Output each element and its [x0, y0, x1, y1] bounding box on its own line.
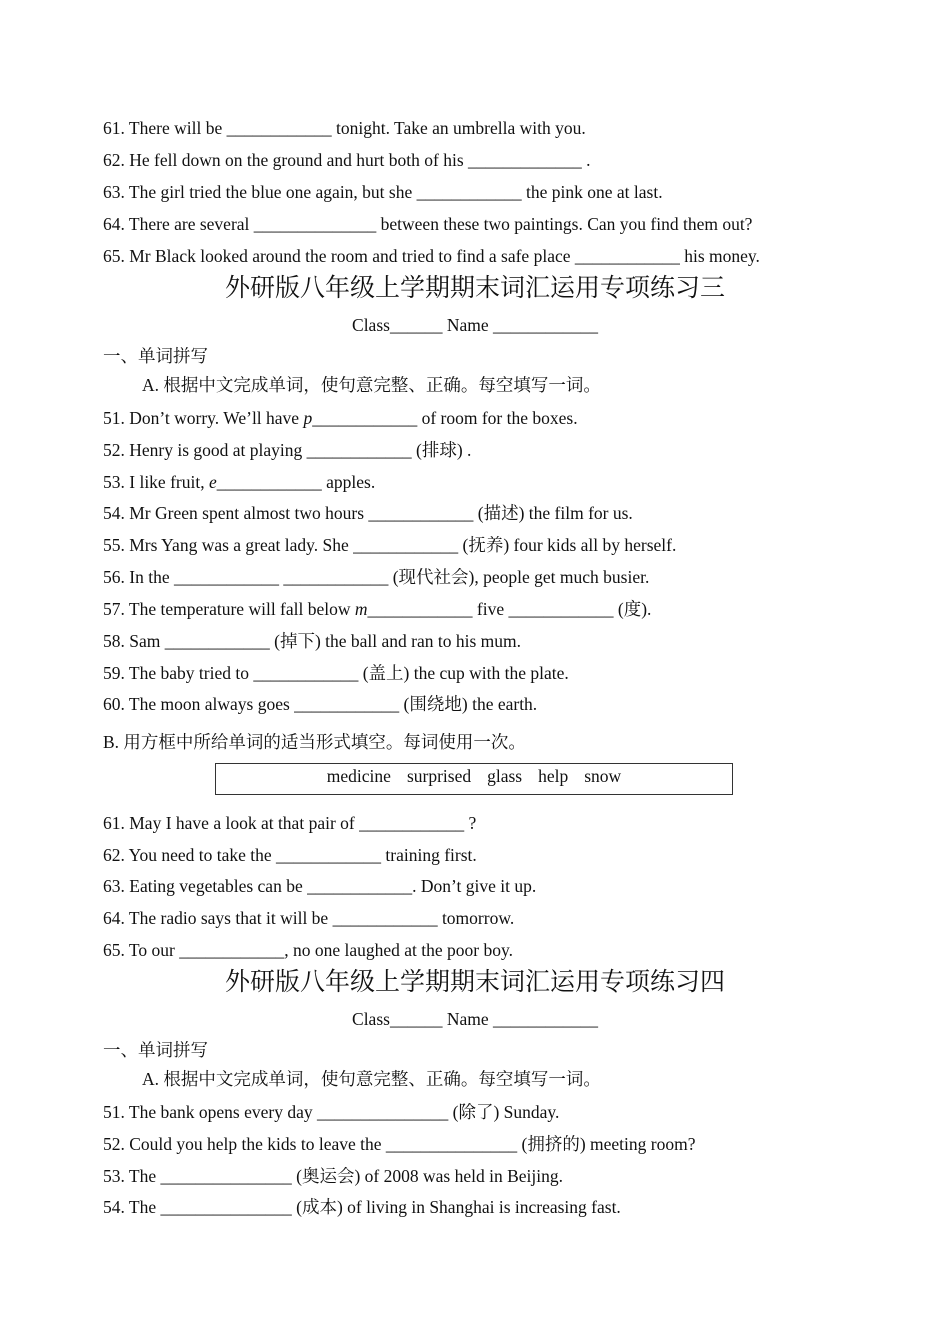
- sentence-item: 60. The moon always goes ____________ (围绕地) the earth.: [103, 694, 538, 714]
- initial-letter-hint: p: [303, 408, 313, 428]
- sentence-item: 61. May I have a look at that pair of ____________ ?: [103, 813, 477, 833]
- class-name-line: Class______ Name ____________: [352, 1009, 598, 1029]
- word-box-word: surprised: [406, 766, 472, 786]
- sentence-item: 64. There are several ______________ between these two paintings. Can you find them out?: [103, 214, 753, 234]
- sentence-item: 65. To our ____________, no one laughed at the poor boy.: [103, 940, 513, 960]
- sentence-item: 54. Mr Green spent almost two hours ____________ (描述) the film for us.: [103, 503, 633, 523]
- initial-letter-hint: m: [354, 599, 368, 619]
- sentence-item: 54. The _______________ (成本) of living in Shanghai is increasing fast.: [103, 1197, 621, 1217]
- sentence-item: 53. The _______________ (奥运会) of 2008 was held in Beijing.: [103, 1166, 563, 1186]
- word-box-word: glass: [487, 766, 523, 786]
- word-box-word: help: [538, 766, 569, 786]
- exercise-title: 外研版八年级上学期期末词汇运用专项练习四: [224, 969, 725, 996]
- part-a-instruction: A. 根据中文完成单词，使句意完整、正确。每空填写一词。: [142, 375, 601, 395]
- part-a-instruction: A. 根据中文完成单词，使句意完整、正确。每空填写一词。: [142, 1069, 601, 1089]
- class-name-line: Class______ Name ____________: [352, 315, 598, 335]
- word-box-word: medicine: [326, 766, 391, 786]
- sentence-item: 52. Could you help the kids to leave the _______________ (拥挤的) meeting room?: [103, 1134, 696, 1154]
- sentence-item: 56. In the ____________ ____________ (现代社会), people get much busier.: [103, 567, 650, 587]
- sentence-item: 62. He fell down on the ground and hurt both of his _____________ .: [103, 150, 591, 170]
- sentence-item: 53. I like fruit, e____________ apples.: [103, 472, 376, 492]
- sentence-item: 59. The baby tried to ____________ (盖上) the cup with the plate.: [103, 663, 569, 683]
- sentence-item: 64. The radio says that it will be ____________ tomorrow.: [103, 908, 515, 928]
- sentence-item: 55. Mrs Yang was a great lady. She ____________ (抚养) four kids all by herself.: [103, 535, 677, 555]
- word-box: [215, 763, 733, 795]
- sentence-item: 51. The bank opens every day _______________ (除了) Sunday.: [103, 1102, 560, 1122]
- sentence-item: 57. The temperature will fall below m____________ five ____________ (度).: [103, 599, 652, 619]
- section-heading: 一、单词拼写: [103, 1040, 208, 1060]
- sentence-item: 52. Henry is good at playing ____________ (排球) .: [103, 440, 472, 460]
- sentence-item: 51. Don’t worry. We’ll have p____________ of room for the boxes.: [103, 408, 578, 428]
- part-b-instruction: B. 用方框中所给单词的适当形式填空。每词使用一次。: [103, 732, 526, 752]
- sentence-item: 63. The girl tried the blue one again, but she ____________ the pink one at last.: [103, 182, 663, 202]
- initial-letter-hint: e: [208, 472, 217, 492]
- sentence-item: 63. Eating vegetables can be ____________. Don’t give it up.: [103, 876, 537, 896]
- sentence-item: 65. Mr Black looked around the room and tried to find a safe place ____________ his money.: [103, 246, 760, 266]
- exercise-title: 外研版八年级上学期期末词汇运用专项练习三: [224, 275, 725, 302]
- sentence-item: 62. You need to take the ____________ training first.: [103, 845, 477, 865]
- word-box-word: snow: [584, 766, 622, 786]
- section-heading: 一、单词拼写: [103, 346, 208, 366]
- sentence-item: 61. There will be ____________ tonight. Take an umbrella with you.: [103, 118, 586, 138]
- sentence-item: 58. Sam ____________ (掉下) the ball and ran to his mum.: [103, 631, 522, 651]
